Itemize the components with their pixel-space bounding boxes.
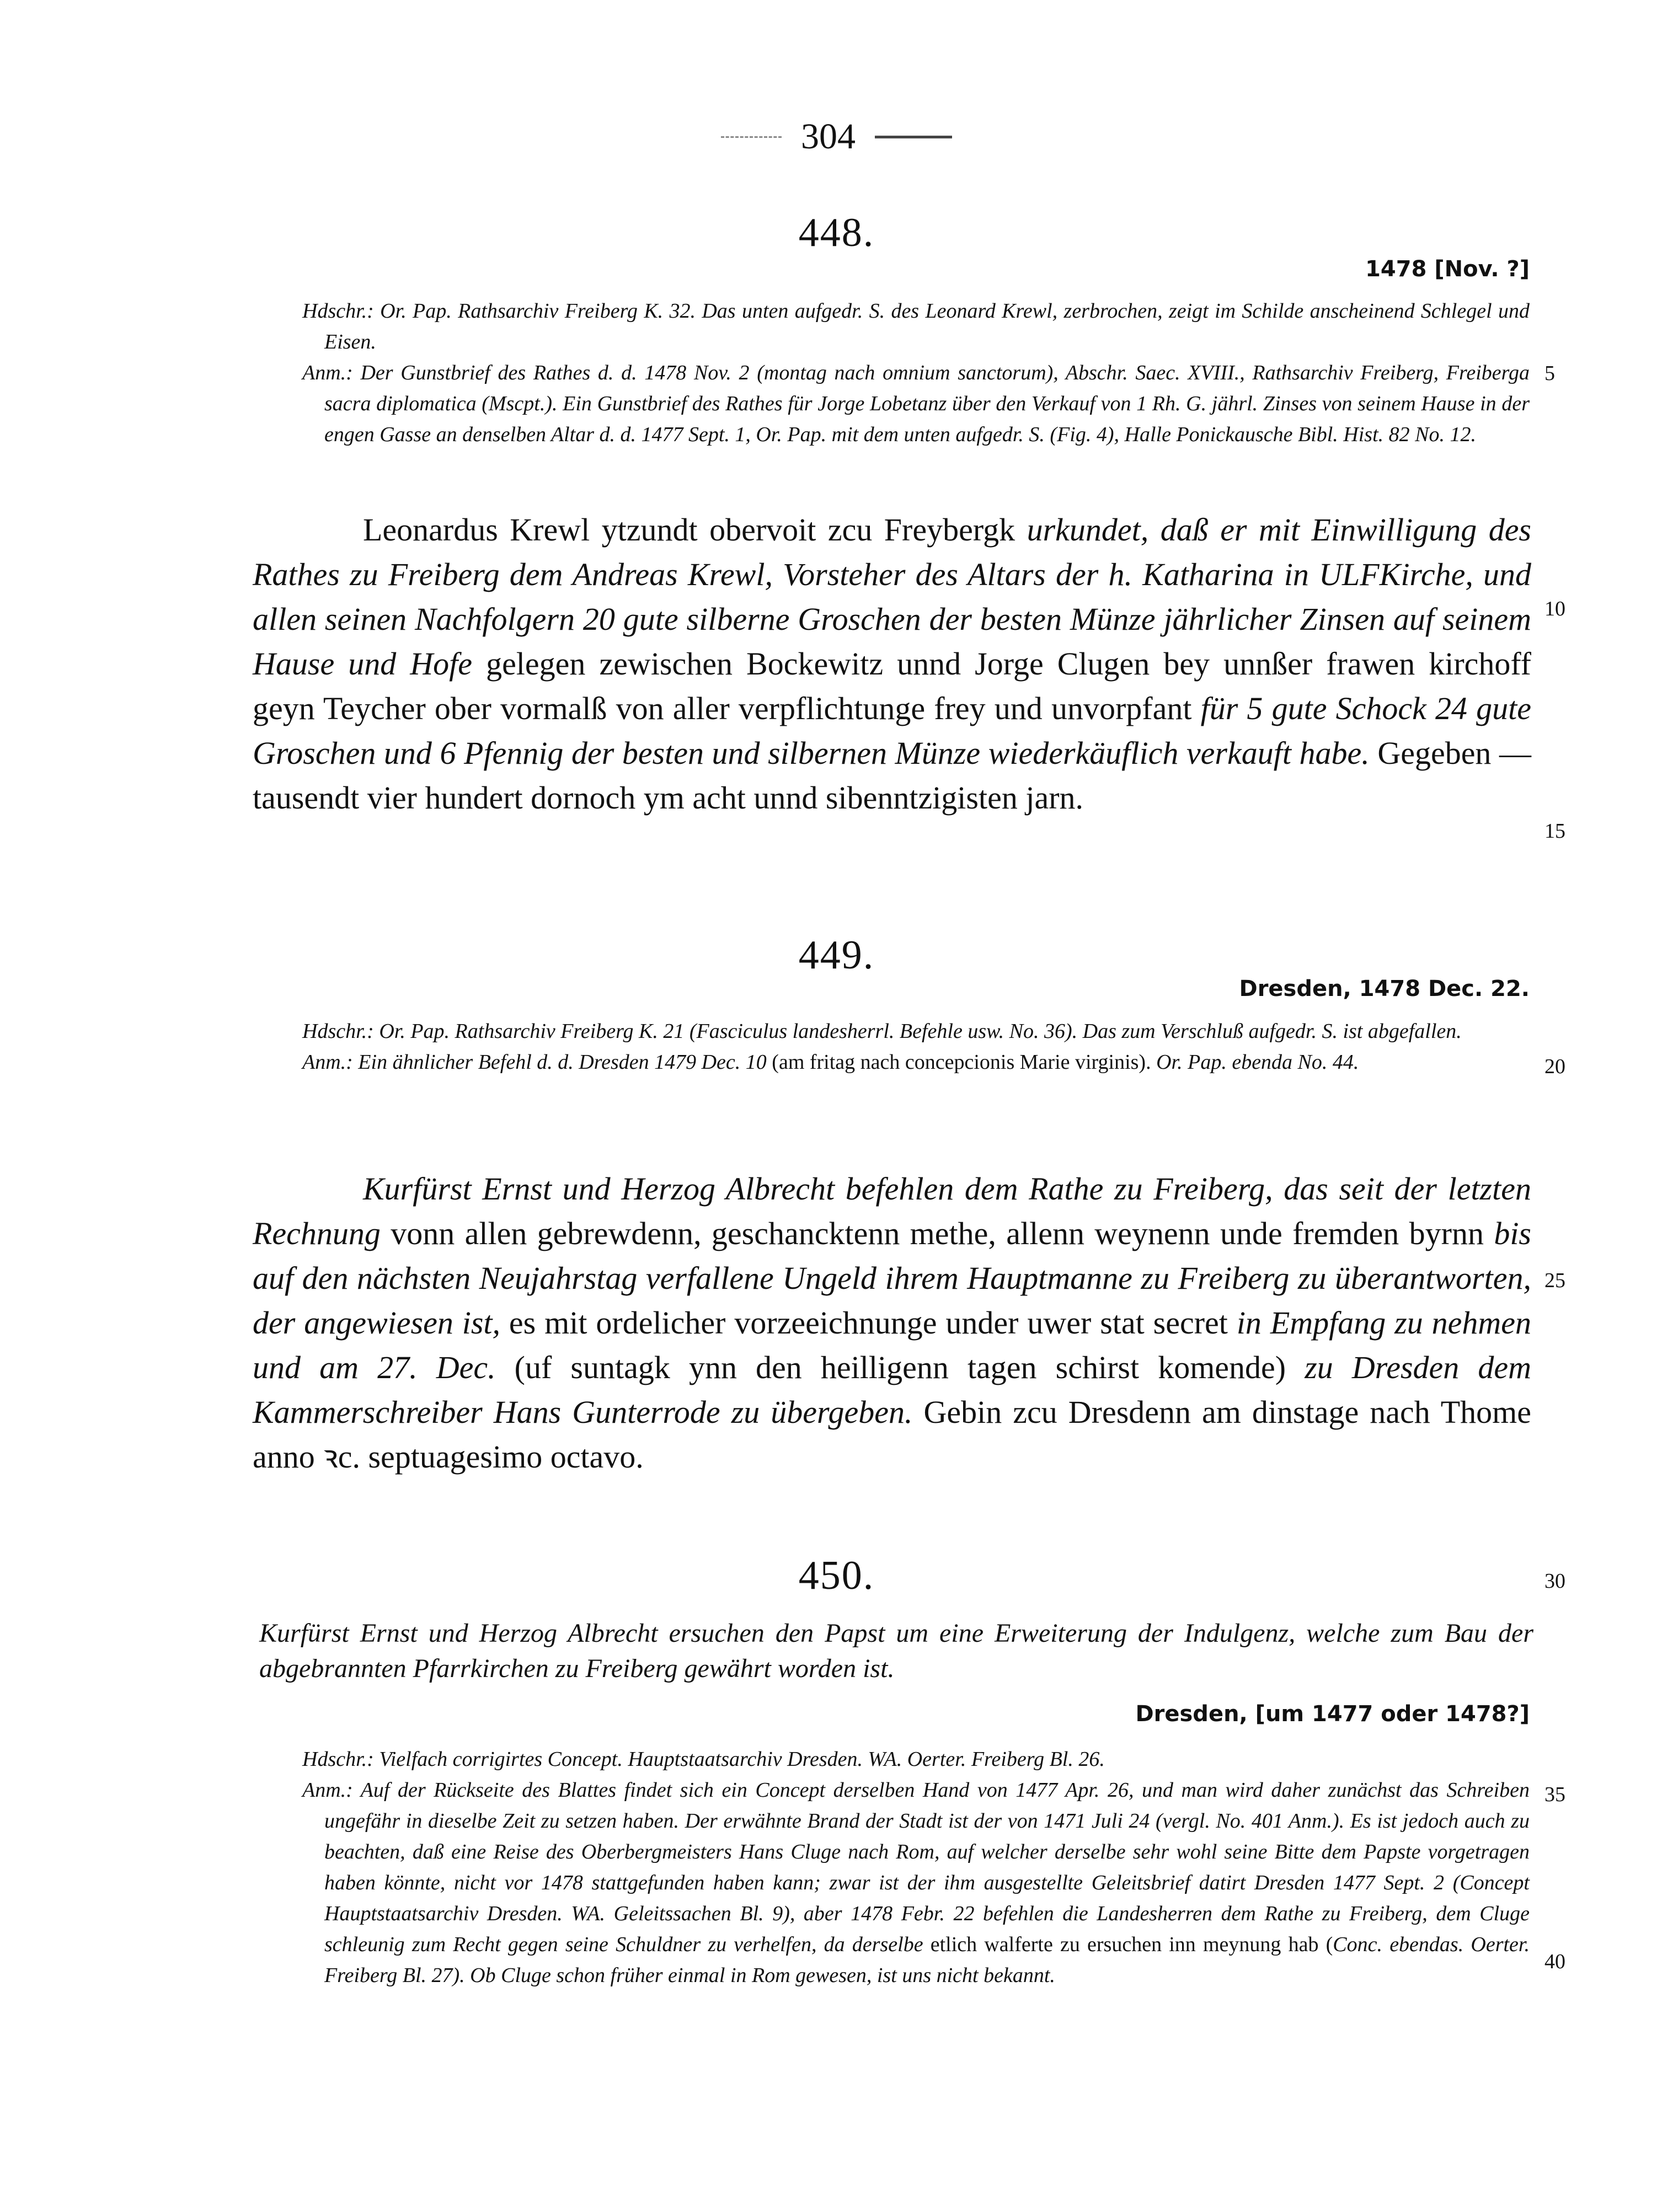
entry-450-date: Dresden, [um 1477 oder 1478?] <box>1135 1701 1530 1727</box>
manuscript-note: Hdschr.: Or. Pap. Rathsarchiv Freiberg K. 32. Das unten aufgedr. S. des Leonard Krewl, zerbrochen, zeigt im Schilde anscheinend Schlegel und Eisen. <box>302 299 1530 354</box>
text-segment-italic: urkundet, daß er mit Einwilligung des Rathes zu Freiberg dem Andreas Krewl, Vorsteher des Altars der h. Katharina in ULFKirche, und allen seinen Nachfolgern 20 gute silberne Groschen der besten Münze jährlicher Zinsen auf seinem Hause und Hofe <box>253 512 1532 682</box>
page-number: 304 <box>801 116 856 157</box>
line-number: 20 <box>1544 1055 1565 1078</box>
entry-449-number: 449. <box>798 933 875 978</box>
manuscript-note: Hdschr.: Or. Pap. Rathsarchiv Freiberg K. 21 (Fasciculus landesherrl. Befehle usw. No. 36). Das zum Verschluß aufgedr. S. ist abgefallen. <box>302 1020 1462 1043</box>
line-number: 25 <box>1544 1269 1565 1292</box>
header-rule-right <box>875 136 952 138</box>
entry-450-notes <box>302 1744 1530 1991</box>
text-segment: (uf suntagk ynn den heilligenn tagen schirst komende) <box>495 1349 1305 1385</box>
text-segment-italic: bis auf den nächsten Neujahrstag verfallene Ungeld ihrem Hauptmanne zu Freiberg zu überantworten, der angewiesen ist, <box>253 1215 1531 1341</box>
text-segment: gelegen zewischen Bockewitz unnd Jorge Clugen bey unnßer frawen kirchoff geyn Teycher ober vormalß von aller verpflichtunge frey und unvorpfant <box>253 646 1531 726</box>
entry-450-regest: Kurfürst Ernst und Herzog Albrecht ersuchen den Papst um eine Erweiterung der Indulgenz, welche zum Bau der abgebrannten Pfarrkirchen zu Freiberg gewährt worden ist. <box>259 1619 1533 1683</box>
text-segment-italic: für 5 gute Schock 24 gute Groschen und 6 Pfennig der besten und silbernen Münze wiederkäuflich verkauft habe. <box>253 690 1531 771</box>
line-number: 40 <box>1544 1950 1565 1973</box>
text-segment-italic: Kurfürst Ernst und Herzog Albrecht befehlen dem Rathe zu Freiberg, das seit der letzten Rechnung <box>253 1171 1531 1251</box>
line-number: 30 <box>1544 1570 1565 1593</box>
entry-449-notes <box>302 1016 1530 1078</box>
entry-449-date: Dresden, 1478 Dec. 22. <box>1239 976 1530 1001</box>
entry-448-notes <box>302 296 1530 450</box>
line-number: 15 <box>1544 820 1565 843</box>
annotation-note: Anm.: Der Gunstbrief des Rathes d. d. 1478 Nov. 2 (montag nach omnium sanctorum), Abschr. Saec. XVIII., Rathsarchiv Freiberg, Freiberga sacra diplomatica (Mscpt.). Ein Gunstbrief des Rathes für Jorge Lobetanz über den Verkauf von 1 Rh. G. jährl. Zinses von seinem Hause in der engen Gasse an denselben Altar d. d. 1477 Sept. 1, Or. Pap. mit dem unten aufgedr. S. (Fig. 4), Halle Ponickausche Bibl. Hist. 82 No. 12. <box>302 361 1530 446</box>
annotation-note: Anm.: Ein ähnlicher Befehl d. d. Dresden 1479 Dec. 10 (am fritag nach concepcionis Marie virginis). Or. Pap. ebenda No. 44. <box>302 1051 1359 1074</box>
text-segment: Gegeben — tausendt vier hundert dornoch ym acht unnd sibenntzigisten jarn. <box>253 735 1531 816</box>
entry-448-text <box>253 507 1531 820</box>
text-segment: es mit ordelicher vorzeeichnunge under uwer stat secret <box>500 1305 1237 1341</box>
manuscript-note: Hdschr.: Vielfach corrigirtes Concept. Hauptstaatsarchiv Dresden. WA. Oerter. Freiberg Bl. 26. <box>302 1748 1105 1771</box>
page-header <box>0 116 1673 158</box>
line-number: 10 <box>1544 597 1565 620</box>
text-segment-italic: zu Dresden dem Kammerschreiber Hans Gunterrode zu übergeben. <box>253 1349 1531 1430</box>
annotation-note: Anm.: Auf der Rückseite des Blattes findet sich ein Concept derselben Hand von 1477 Apr. 26, und man wird daher zunächst das Schreiben ungefähr in dieselbe Zeit zu setzen haben. Der erwähnte Brand der Stadt ist der von 1471 Juli 24 (vergl. No. 401 Anm.). Es ist jedoch auch zu beachten, daß eine Reise des Oberbergmeisters Hans Cluge nach Rom, auf welcher derselbe sehr wohl seine Bitte dem Papste vorgetragen haben könnte, nicht vor 1478 stattgefunden haben kann; zwar ist der ihm ausgestellte Geleitsbrief datirt Dresden 1477 Sept. 2 (Concept Hauptstaatsarchiv Dresden. WA. Geleitssachen Bl. 9), aber 1478 Febr. 22 befehlen die Landesherren dem Rathe zu Freiberg, dem Cluge schleunig zum Recht gegen seine Schuldner zu verhelfen, da derselbe etlich walferte zu ersuchen inn meynung hab (Conc. ebendas. Oerter. Freiberg Bl. 27). Ob Cluge schon früher einmal in Rom gewesen, ist uns nicht bekannt. <box>302 1779 1530 1987</box>
entry-449-text <box>253 1166 1531 1479</box>
entry-448-number: 448. <box>798 210 875 255</box>
entry-450-number: 450. <box>798 1553 875 1598</box>
text-segment: Gebin zcu Dresdenn am dinstage nach Thome anno ꝛc. septuagesimo octavo. <box>253 1394 1531 1475</box>
text-segment: Leonardus Krewl ytzundt obervoit zcu Freybergk <box>363 512 1027 548</box>
line-number: 5 <box>1544 362 1555 385</box>
header-rule-left <box>721 136 782 138</box>
text-segment-italic: in Empfang zu nehmen und am 27. Dec. <box>253 1305 1532 1385</box>
entry-448-date: 1478 [Nov. ?] <box>1365 256 1530 282</box>
text-segment: vonn allen gebrewdenn, geschancktenn methe, allenn weynenn unde fremden byrnn <box>380 1215 1494 1251</box>
line-number: 35 <box>1544 1783 1565 1806</box>
